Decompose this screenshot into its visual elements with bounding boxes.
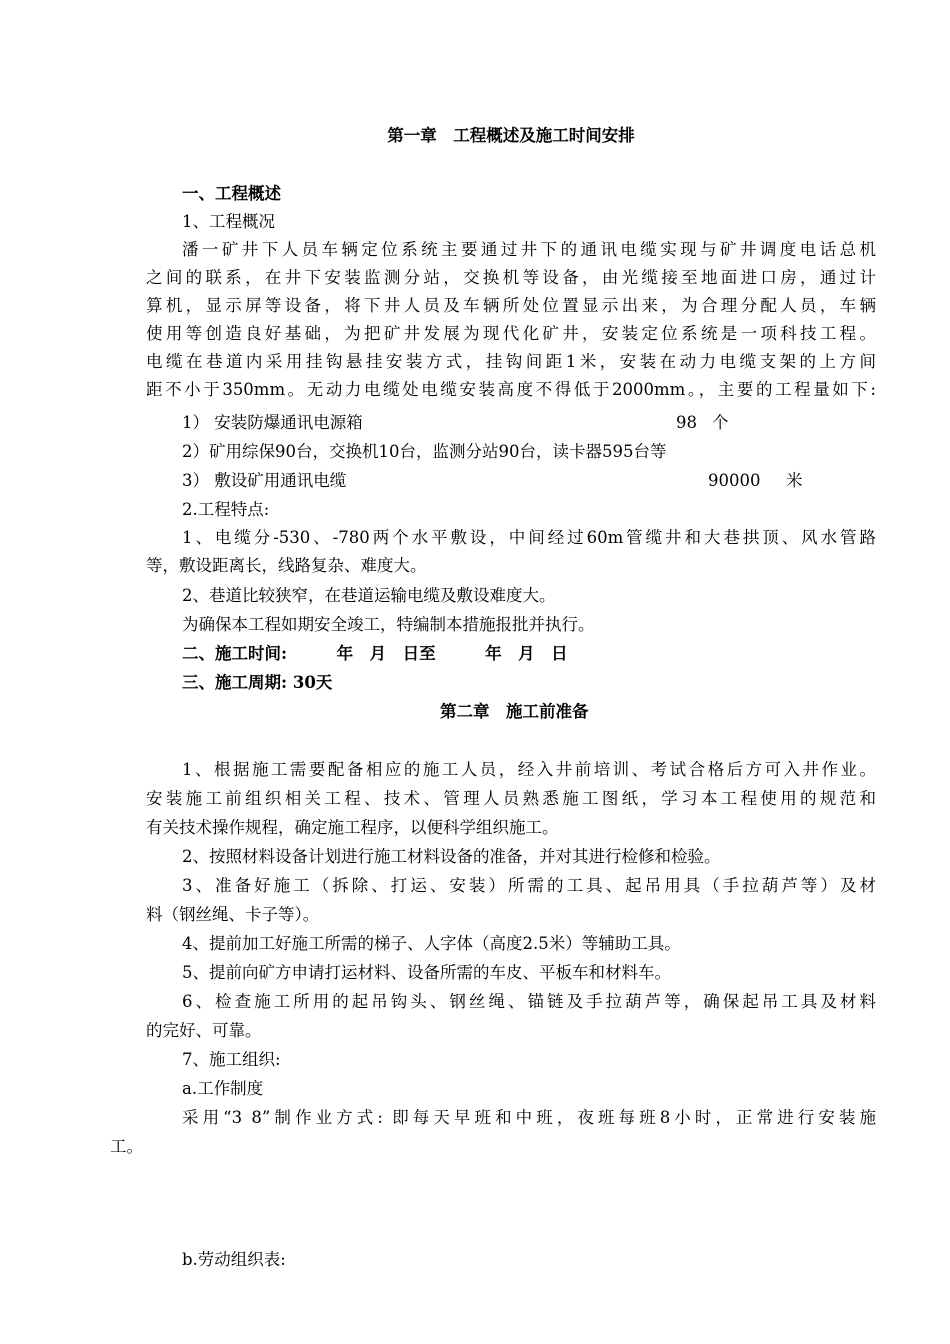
- section2-construction-time: 二、施工时间: 年 月 日至 年 月 日: [182, 644, 568, 663]
- feature1-line: 1、电缆分-530、-780两个水平敷设，中间经过60m管缆井和大巷拱顶、风水管路: [182, 528, 876, 547]
- item-label: 3） 敷设矿用通讯电缆: [182, 471, 347, 490]
- section1-heading: 一、工程概述: [182, 184, 281, 203]
- section3-construction-period: 三、施工周期: 30天: [182, 673, 333, 692]
- prep-6-line: 的完好、可靠。: [146, 1021, 262, 1040]
- prep-3-line: 3、准备好施工（拆除、打运、安装）所需的工具、起吊用具（手拉葫芦等）及材: [182, 876, 876, 895]
- prep-7a-line: 采用“3 8”制作业方式: 即每天早班和中班，夜班每班8小时，正常进行安装施: [182, 1108, 876, 1127]
- sub1-heading: 1、工程概况: [182, 212, 275, 231]
- prep-6-line: 6、检查施工所用的起吊钩头、钢丝绳、锚链及手拉葫芦等，确保起吊工具及材料: [182, 992, 876, 1011]
- closing-statement: 为确保本工程如期安全竣工，特编制本措施报批并执行。: [182, 615, 595, 634]
- prep-3-line: 料（钢丝绳、卡子等）。: [146, 905, 320, 924]
- prep-5: 5、提前向矿方申请打运材料、设备所需的车皮、平板车和材料车。: [182, 963, 671, 982]
- sub2-heading: 2.工程特点:: [182, 500, 270, 519]
- prep-7a-heading: a.工作制度: [182, 1079, 264, 1098]
- feature1-line: 等，敷设距离长，线路复杂、难度大。: [146, 556, 427, 575]
- para1-line: 算机，显示屏等设备，将下井人员及车辆所处位置显示出来，为合理分配人员，车辆: [146, 296, 876, 315]
- item-label: 1） 安装防爆通讯电源箱: [182, 413, 363, 432]
- item-qty: 90000: [708, 471, 761, 490]
- prep-1-line: 有关技术操作规程，确定施工程序，以便科学组织施工。: [146, 818, 559, 837]
- chapter2-title: 第二章 施工前准备: [440, 702, 589, 721]
- chapter1-title: 第一章 工程概述及施工时间安排: [387, 126, 635, 145]
- item-unit: 个: [712, 413, 729, 432]
- prep-7: 7、施工组织:: [182, 1050, 281, 1069]
- quantity-item-2: [182, 438, 876, 466]
- quantity-item-3: [182, 467, 876, 495]
- feature2: 2、巷道比较狭窄，在巷道运输电缆及敷设难度大。: [182, 586, 556, 605]
- para1-line: 电缆在巷道内采用挂钩悬挂安装方式，挂钩间距1米，安装在动力电缆支架的上方间: [146, 352, 876, 371]
- item-label: 2）矿用综保90台，交换机10台，监测分站90台，读卡器595台等: [182, 442, 667, 461]
- prep-4: 4、提前加工好施工所需的梯子、人字体（高度2.5米）等辅助工具。: [182, 934, 681, 953]
- item-qty: 98: [676, 413, 697, 432]
- para1-line: 距不小于350mm。无动力电缆处电缆安装高度不得低于2000mm。，主要的工程量如下:: [146, 380, 876, 399]
- prep-7b-heading: b.劳动组织表:: [182, 1250, 286, 1269]
- quantity-item-1: [182, 409, 876, 437]
- para1-line: 使用等创造良好基础，为把矿井发展为现代化矿井，安装定位系统是一项科技工程。: [146, 324, 876, 343]
- prep-2: 2、按照材料设备计划进行施工材料设备的准备，并对其进行检修和检验。: [182, 847, 721, 866]
- para1-line: 之间的联系，在井下安装监测分站，交换机等设备，由光缆接至地面进口房，通过计: [146, 268, 876, 287]
- prep-1-line: 1、根据施工需要配备相应的施工人员，经入井前培训、考试合格后方可入井作业。: [182, 760, 876, 779]
- prep-7a-line: 工。: [110, 1137, 143, 1156]
- para1-line: 潘一矿井下人员车辆定位系统主要通过井下的通讯电缆实现与矿井调度电话总机: [182, 240, 876, 259]
- prep-1-line: 安装施工前组织相关工程、技术、管理人员熟悉施工图纸，学习本工程使用的规范和: [146, 789, 876, 808]
- item-unit: 米: [786, 471, 803, 490]
